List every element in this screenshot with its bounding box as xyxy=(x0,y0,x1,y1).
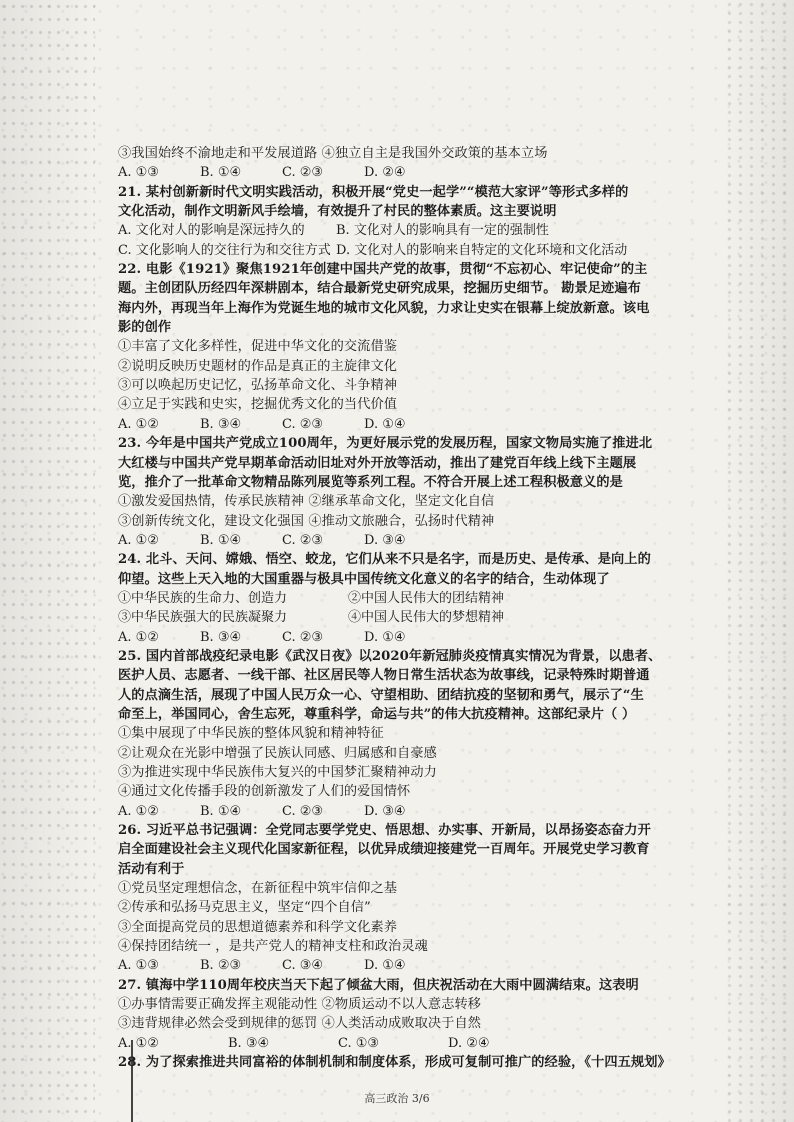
answer-choice: B. ③④ xyxy=(228,1035,270,1051)
option-item: B. 文化对人的影响具有一定的强制性 xyxy=(336,223,549,239)
option-item: A. 文化对人的影响是深远持久的 xyxy=(118,223,305,239)
question-stem-line: 大红楼与中国共产党早期革命活动旧址对外开放等活动，推出了建党百年线上线下主题展 xyxy=(118,455,637,471)
answer-choice: D. ①④ xyxy=(364,629,406,645)
answer-choice: D. ③④ xyxy=(364,803,406,819)
option-item: D. 文化对人的影响来自特定的文化环境和文化活动 xyxy=(336,242,628,258)
answer-choice: B. ②③ xyxy=(200,958,242,974)
answer-choices xyxy=(118,956,678,975)
option-item: ②中国人民伟大的团结精神 xyxy=(348,590,505,606)
answer-choice: A. ①② xyxy=(118,532,159,548)
option-item: C. 文化影响人的交往行为和交往方式 xyxy=(118,242,331,258)
question-stem-line: 启全面建设社会主义现代化国家新征程，以优异成绩迎接建党一百周年。开展党史学习教育 xyxy=(118,842,650,858)
statement-line: ①办事情需要正确发挥主观能动性 ②物质运动不以人意志转移 xyxy=(118,997,482,1013)
answer-choice: A. ①② xyxy=(118,629,159,645)
question-stem-line: 文化活动，制作文明新风手绘墙，有效提升了村民的整体素质。这主要说明 xyxy=(118,204,557,220)
question-stem-line: 21. 某村创新新时代文明实践活动，积极开展“党史一起学”“模范大家评”等形式多样的 xyxy=(118,184,629,200)
question-stem-line: 医护人员、志愿者、一线干部、社区居民等人物日常生活状态为故事线，记录特殊时期普通 xyxy=(118,668,650,684)
statement-line: ②让观众在光影中增强了民族认同感、归属感和自豪感 xyxy=(118,745,437,761)
question-stem-line: 25. 国内首部战疫纪录电影《武汉日夜》以2020年新冠肺炎疫情真实情况为背景，以患者、 xyxy=(118,648,662,664)
answer-choices xyxy=(118,531,678,550)
page-footer: 高三政治 3/6 xyxy=(364,1092,430,1105)
statement-line: ③我国始终不渝地走和平发展道路 ④独立自主是我国外交政策的基本立场 xyxy=(118,146,548,161)
statement-line: ③违背规律必然会受到规律的惩罚 ④人类活动成败取决于自然 xyxy=(118,1016,482,1032)
answer-choice: C. ③④ xyxy=(282,958,324,974)
question-stem-line: 23. 今年是中国共产党成立100周年，为更好展示党的发展历程，国家文物局实施了推进北 xyxy=(118,436,653,452)
answer-choice: A. ①③ xyxy=(118,165,159,181)
question-stem-line: 人的点滴生活，展现了中国人民万众一心、守望相助、团结抗疫的坚韧和勇气，展示了“生 xyxy=(118,687,644,703)
two-column-options xyxy=(118,221,678,240)
answer-choice: B. ①④ xyxy=(200,532,242,548)
answer-choice: D. ③④ xyxy=(364,532,406,548)
question-stem-line: 命至上，举国同心，舍生忘死，尊重科学，命运与共”的伟大抗疫精神。这部纪录片（ ） xyxy=(118,706,636,722)
question-stem-line: 26. 习近平总书记强调：全党同志要学党史、悟思想、办实事、开新局，以昂扬姿态奋力开 xyxy=(118,823,651,839)
answer-choice: A. ①② xyxy=(118,1035,159,1051)
statement-line: ④通过文化传播手段的创新激发了人们的爱国情怀 xyxy=(118,784,411,800)
answer-choice: B. ③④ xyxy=(200,629,242,645)
two-column-options xyxy=(118,241,678,260)
question-stem-line: 22. 电影《1921》聚焦1921年创建中国共产党的故事，贯彻“不忘初心、牢记使命”的主 xyxy=(118,262,648,278)
answer-choice: D. ②④ xyxy=(364,165,406,181)
answer-choices xyxy=(118,628,678,647)
answer-choices xyxy=(118,802,678,821)
answer-choice: B. ①④ xyxy=(200,165,242,181)
answer-choice: C. ②③ xyxy=(282,629,324,645)
answer-choice: D. ①④ xyxy=(364,958,406,974)
question-stem-line: 27. 镇海中学110周年校庆当天下起了倾盆大雨，但庆祝活动在大雨中圆满结束。这表明 xyxy=(118,977,639,993)
answer-choice: A. ①② xyxy=(118,416,159,432)
two-column-options xyxy=(118,589,678,608)
question-stem-line: 28. 为了探索推进共同富裕的体制机制和制度体系，形成可复制可推广的经验，《十四五规划》 xyxy=(118,1055,671,1071)
question-stem-line: 海内外，再现当年上海作为党诞生地的城市文化风貌，力求让史实在银幕上绽放新意。该电 xyxy=(118,300,650,316)
answer-choice: A. ①② xyxy=(118,803,159,819)
question-stem-line: 仰望。这些上天入地的大国重器与极具中国传统文化意义的名字的结合，生动体现了 xyxy=(118,571,610,587)
statement-line: ①党员坚定理想信念，在新征程中筑牢信仰之基 xyxy=(118,881,398,897)
answer-choices xyxy=(118,1034,678,1053)
option-item: ③中华民族强大的民族凝聚力 xyxy=(118,610,288,626)
question-stem-line: 题。主创团队历经四年深耕剧本，结合最新党史研究成果，挖掘历史细节。 勘景足迹遍布 xyxy=(118,281,641,297)
answer-choice: B. ①④ xyxy=(200,803,242,819)
option-item: ①中华民族的生命力、创造力 xyxy=(118,590,288,606)
answer-choice: D. ②④ xyxy=(448,1035,490,1051)
statement-line: ②传承和弘扬马克思主义，坚定“四个自信” xyxy=(118,900,371,916)
answer-choice: C. ②③ xyxy=(282,416,324,432)
statement-line: ③创新传统文化，建设文化强国 ④推动文旅融合，弘扬时代精神 xyxy=(118,513,495,529)
statement-line: ①激发爱国热情，传承民族精神 ②继承革命文化，坚定文化自信 xyxy=(118,494,495,510)
answer-choice: C. ②③ xyxy=(282,803,324,819)
answer-choices xyxy=(118,163,678,182)
scan-noise-left xyxy=(0,0,95,1122)
statement-line: ④立足于实践和史实，挖掘优秀文化的当代价值 xyxy=(118,397,398,413)
answer-choices xyxy=(118,415,678,434)
statement-line: ②说明反映历史题材的作品是真正的主旋律文化 xyxy=(118,358,398,374)
statement-line: ③可以唤起历史记忆，弘扬革命文化、斗争精神 xyxy=(118,378,398,394)
answer-choice: A. ①③ xyxy=(118,958,159,974)
statement-line: ③全面提高党员的思想道德素养和科学文化素养 xyxy=(118,919,398,935)
exam-questions xyxy=(118,144,678,1073)
answer-choice: C. ①③ xyxy=(338,1035,380,1051)
statement-line: ④保持团结统一 ，是共产党人的精神支柱和政治灵魂 xyxy=(118,939,428,955)
answer-choice: C. ②③ xyxy=(282,165,324,181)
statement-line: ③为推进实现中华民族伟大复兴的中国梦汇聚精神动力 xyxy=(118,765,437,780)
question-stem-line: 影的创作 xyxy=(118,320,172,336)
answer-choice: B. ③④ xyxy=(200,416,242,432)
question-stem-line: 览，推介了一批革命文物精品陈列展览等系列工程。不符合开展上述工程积极意义的是 xyxy=(118,474,623,490)
option-item: ④中国人民伟大的梦想精神 xyxy=(348,610,505,626)
two-column-options xyxy=(118,608,678,627)
question-stem-line: 活动有利于 xyxy=(118,861,185,877)
statement-line: ①丰富了文化多样性，促进中华文化的交流借鉴 xyxy=(118,339,398,355)
answer-choice: C. ②③ xyxy=(282,532,324,548)
statement-line: ①集中展现了中华民族的整体风貌和精神特征 xyxy=(118,726,384,742)
question-stem-line: 24. 北斗、天问、嫦娥、悟空、蛟龙，它们从来不只是名字，而是历史、是传承、是向上的 xyxy=(118,552,651,568)
answer-choice: D. ①④ xyxy=(364,416,406,432)
scan-noise-right xyxy=(724,0,794,1122)
